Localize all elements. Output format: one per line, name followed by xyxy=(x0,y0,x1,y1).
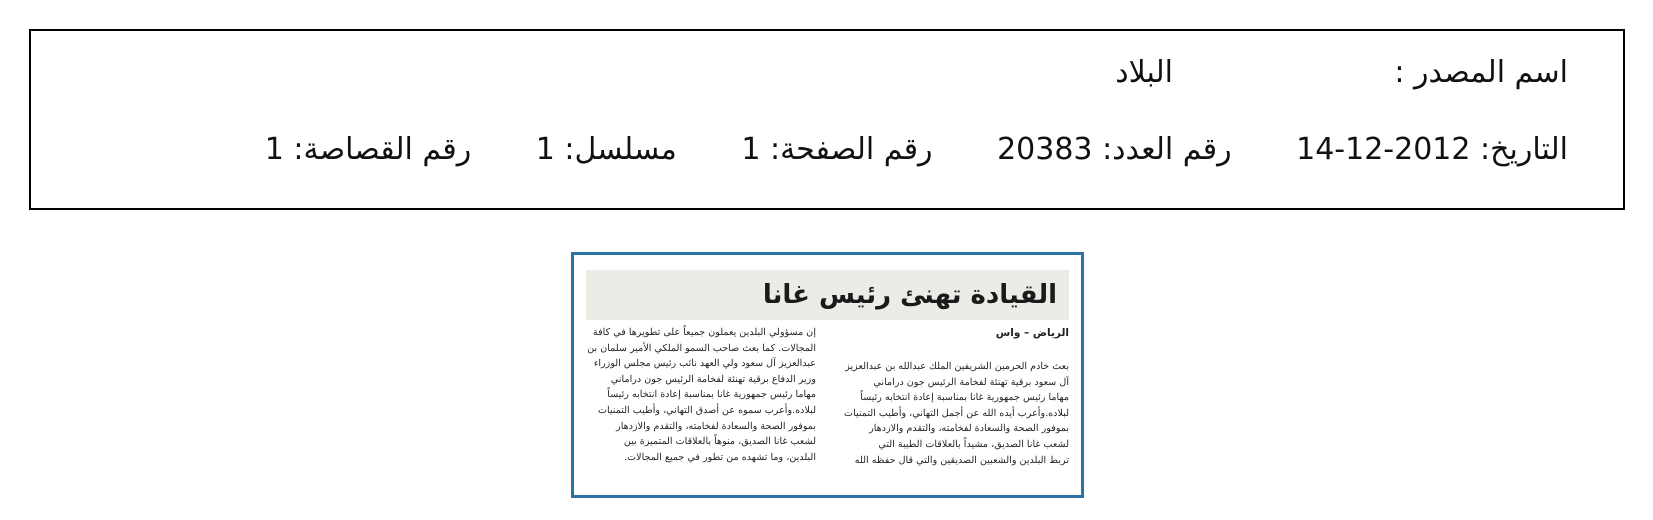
clipping-value: 1 xyxy=(264,132,284,167)
source-label: اسم المصدر : xyxy=(1394,55,1568,90)
source-value: البلاد xyxy=(1115,55,1173,90)
article-line: المجالات. كما بعث صاحب السمو الملكي الأمير سلمان بن xyxy=(587,342,816,354)
serial-value: 1 xyxy=(535,132,555,167)
clipping-title-band xyxy=(586,270,1069,320)
article-line: لبلاده.وأعرب سموه عن أصدق التهاني، وأطيب التمنيات xyxy=(597,404,816,416)
article-line: بموفور الصحة والسعادة لفخامته، والتقدم والازدهار xyxy=(869,423,1069,435)
date-value: 14-12-2012 xyxy=(1296,132,1471,167)
issue-value: 20383 xyxy=(997,132,1093,167)
article-dateline: الرياض – واس xyxy=(995,327,1069,339)
article-line: لشعب غانا الصديق، مشيداً بالعلاقات الطيبة التي xyxy=(878,438,1069,450)
page-value: 1 xyxy=(741,132,761,167)
article-line: إن مسؤولي البلدين يعملون جميعاً على تطويرها في كافة xyxy=(592,327,816,338)
article-line: آل سعود برقية تهنئة لفخامة الرئيس جون دراماني xyxy=(873,376,1069,388)
serial-label: مسلسل: xyxy=(564,132,677,167)
article-line: لبلاده.وأعرب أيده الله عن أجمل التهاني، وأطيب التمنيات xyxy=(844,407,1069,419)
article-column-right xyxy=(839,325,1069,468)
page-label: رقم الصفحة: xyxy=(769,132,933,167)
metadata-row xyxy=(265,132,1568,168)
newspaper-clipping xyxy=(571,252,1084,498)
issue-label: رقم العدد: xyxy=(1102,132,1232,167)
article-line: وزير الدفاع برقية تهنئة لفخامة الرئيس جون دراماني xyxy=(610,373,816,385)
article-column-left xyxy=(586,325,816,465)
article-line: لشعب غانا الصديق، منوهاً بالعلاقات المتميزة بين xyxy=(623,436,816,448)
article-line: بموفور الصحة والسعادة لفخامته، والتقدم والازدهار xyxy=(616,420,816,432)
article-line: مهاما رئيس جمهورية غانا بمناسبة إعادة انتخابه رئيساً xyxy=(860,392,1069,404)
date-label: التاريخ: xyxy=(1480,132,1568,167)
article-line: البلدين، وما تشهده من تطور في جميع المجالات. xyxy=(624,451,816,463)
clipping-title: القيادة تهنئ رئيس غانا xyxy=(762,280,1057,310)
article-line: مهاما رئيس جمهورية غانا بمناسبة إعادة انتخابه رئيساً xyxy=(607,389,816,401)
article-line: عبدالعزيز آل سعود ولي العهد نائب رئيس مجلس الوزراء xyxy=(593,358,816,370)
article-line: بعث خادم الحرمين الشريفين الملك عبدالله بن عبدالعزيز xyxy=(845,361,1069,372)
article-line: تربط البلدين والشعبين الصديقين والتي قال حفظه الله xyxy=(854,454,1069,466)
metadata-header xyxy=(29,29,1625,210)
clipping-label: رقم القصاصة: xyxy=(293,132,472,167)
